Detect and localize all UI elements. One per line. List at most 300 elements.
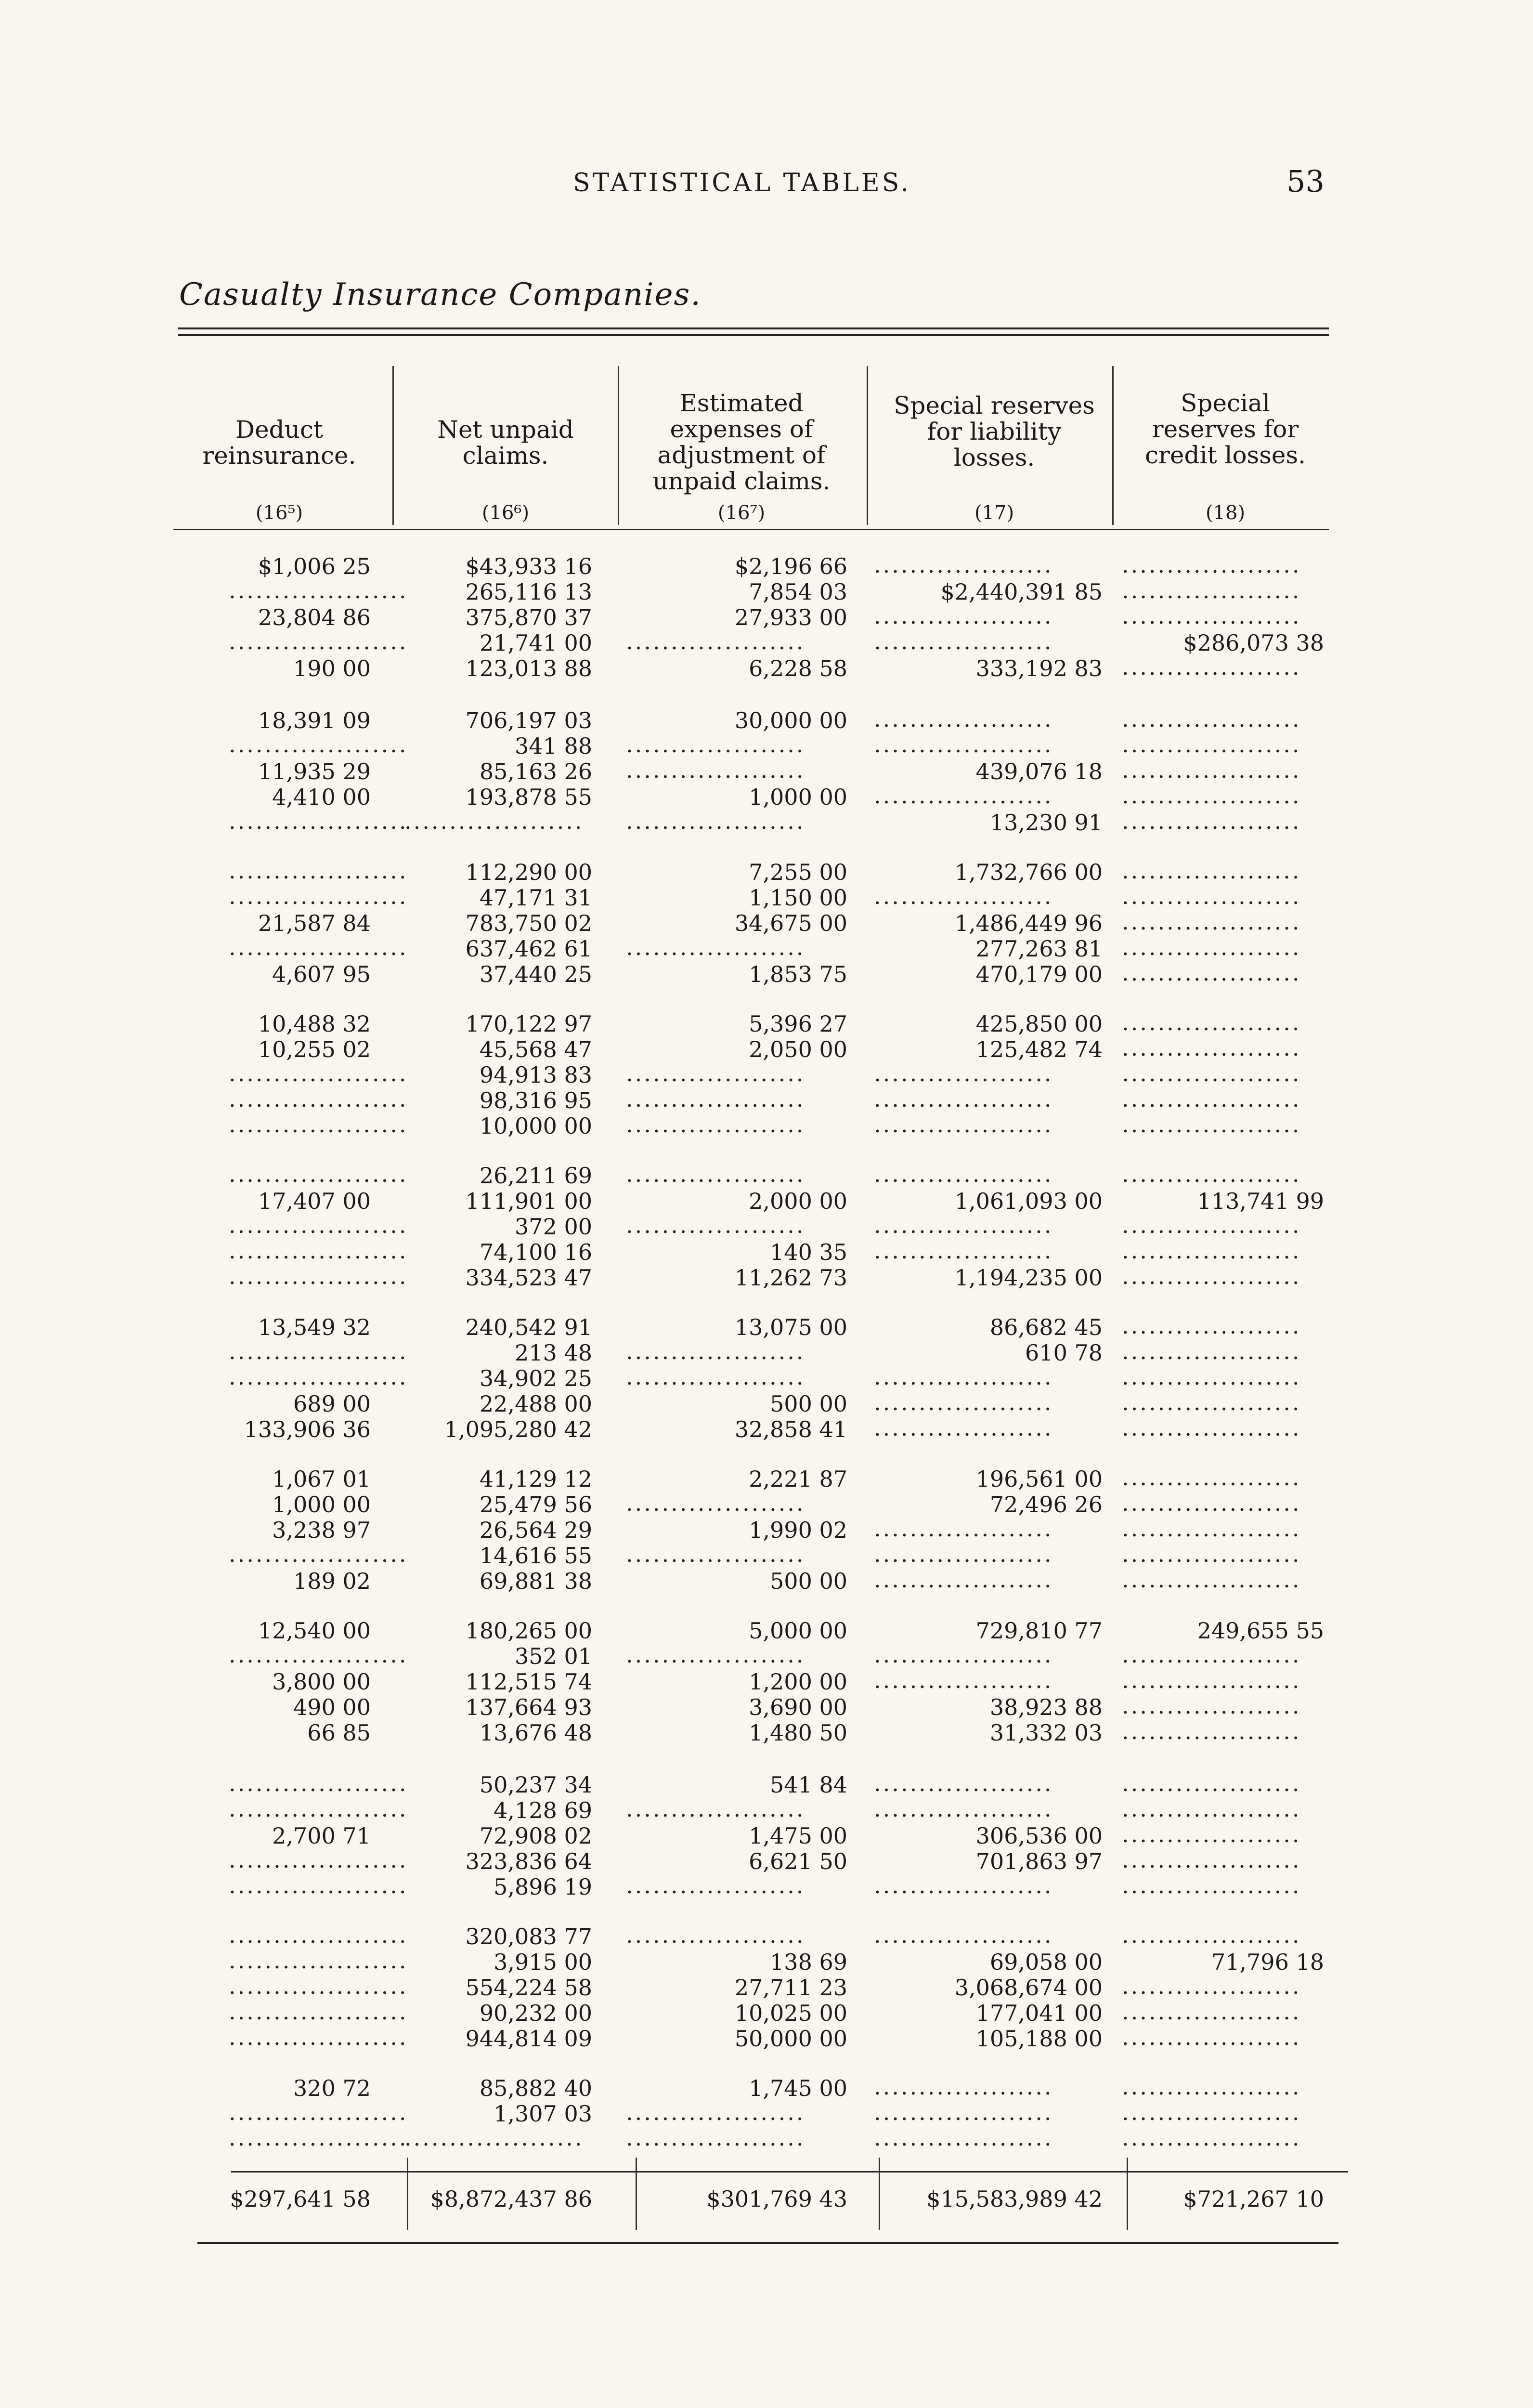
table-row — [0, 1163, 1533, 1189]
estimated-expenses-cell: 5,000 00 — [749, 1618, 847, 1644]
table-row — [0, 1417, 1533, 1442]
estimated-expenses-dot-leader: .................... — [626, 1642, 805, 1668]
deduct-reinsurance-cell: 23,804 86 — [258, 604, 371, 630]
special-reserves-liability-cell: 177,041 00 — [975, 2000, 1103, 2026]
special-reserves-liability-cell: 439,076 18 — [975, 759, 1103, 785]
special-reserves-credit-dot-leader: .................... — [1122, 1770, 1301, 1796]
net-unpaid-claims-cell: 375,870 37 — [465, 604, 592, 630]
estimated-expenses-dot-leader: .................... — [626, 1112, 805, 1138]
special-reserves-liability-cell: 729,810 77 — [975, 1618, 1103, 1644]
table-row — [0, 1618, 1533, 1644]
row-group — [0, 2076, 1533, 2152]
table-row — [0, 1214, 1533, 1240]
special-reserves-credit-dot-leader: .................... — [1122, 1060, 1301, 1086]
table-row — [0, 1950, 1533, 1975]
special-reserves-credit-dot-leader: .................... — [1122, 1009, 1301, 1035]
special-reserves-credit-dot-leader: .................... — [1122, 552, 1301, 578]
table-row — [0, 1975, 1533, 2001]
estimated-expenses-dot-leader: .................... — [626, 2099, 805, 2125]
deduct-reinsurance-dot-leader: .................... — [229, 2099, 408, 2125]
table-row — [0, 1669, 1533, 1695]
table-row — [0, 1518, 1533, 1543]
special-reserves-credit-cell: 249,655 55 — [1197, 1618, 1324, 1644]
table-row — [0, 1720, 1533, 1746]
deduct-reinsurance-dot-leader: .................... — [229, 1238, 408, 1264]
estimated-expenses-cell: 500 00 — [770, 1568, 847, 1594]
table-row — [0, 911, 1533, 936]
special-reserves-liability-cell: 69,058 00 — [989, 1949, 1103, 1975]
special-reserves-liability-dot-leader: .................... — [874, 1389, 1053, 1415]
estimated-expenses-cell: 5,396 27 — [749, 1011, 847, 1037]
deduct-reinsurance-dot-leader: .................... — [229, 1212, 408, 1238]
deduct-reinsurance-dot-leader: .................... — [229, 1999, 408, 2025]
special-reserves-credit-dot-leader: .................... — [1122, 909, 1301, 935]
special-reserves-credit-dot-leader: .................... — [1122, 1973, 1301, 1999]
deduct-reinsurance-dot-leader: .................... — [229, 732, 408, 758]
deduct-reinsurance-dot-leader: .................... — [229, 1973, 408, 1999]
special-reserves-liability-dot-leader: .................... — [874, 706, 1053, 732]
deduct-reinsurance-cell: 21,587 84 — [258, 910, 371, 936]
special-reserves-credit-dot-leader: .................... — [1122, 1642, 1301, 1668]
net-unpaid-claims-cell: 112,290 00 — [465, 859, 592, 885]
estimated-expenses-cell: 1,480 50 — [749, 1720, 847, 1746]
estimated-expenses-cell: 30,000 00 — [734, 707, 847, 733]
deduct-reinsurance-cell: 1,067 01 — [272, 1466, 371, 1492]
net-unpaid-claims-cell: 1,307 03 — [494, 2101, 592, 2127]
estimated-expenses-cell: 1,000 00 — [749, 784, 847, 810]
net-unpaid-claims-cell: 45,568 47 — [479, 1036, 592, 1062]
table-row — [0, 1466, 1533, 1492]
special-reserves-credit-dot-leader: .................... — [1122, 1313, 1301, 1339]
estimated-expenses-cell: 50,000 00 — [734, 2026, 847, 2052]
deduct-reinsurance-cell: 689 00 — [293, 1391, 371, 1417]
deduct-reinsurance-dot-leader: .................... — [229, 1642, 408, 1668]
net-unpaid-claims-cell: 193,878 55 — [465, 784, 592, 810]
estimated-expenses-dot-leader: .................... — [626, 1086, 805, 1112]
column-header-3 — [619, 366, 864, 530]
table-row — [0, 1543, 1533, 1569]
deduct-reinsurance-cell: 66 85 — [307, 1720, 371, 1746]
table-row — [0, 1492, 1533, 1518]
deduct-reinsurance-dot-leader: .................... — [229, 1948, 408, 1974]
net-unpaid-claims-cell: 21,741 00 — [479, 630, 592, 656]
special-reserves-credit-dot-leader: .................... — [1122, 934, 1301, 960]
estimated-expenses-cell: 2,221 87 — [749, 1466, 847, 1492]
table-row — [0, 1037, 1533, 1062]
estimated-expenses-dot-leader: .................... — [626, 1161, 805, 1187]
row-group — [0, 1772, 1533, 1900]
deduct-reinsurance-cell: 3,800 00 — [272, 1669, 371, 1695]
special-reserves-credit-cell: 71,796 18 — [1211, 1949, 1324, 1975]
deduct-reinsurance-dot-leader: .................... — [229, 1872, 408, 1898]
special-reserves-liability-dot-leader: .................... — [874, 1060, 1053, 1086]
special-reserves-liability-cell: 333,192 83 — [975, 655, 1103, 681]
deduct-reinsurance-cell: 190 00 — [293, 655, 371, 681]
special-reserves-liability-dot-leader: .................... — [874, 1516, 1053, 1542]
net-unpaid-claims-cell: 13,676 48 — [479, 1720, 592, 1746]
table-row — [0, 1569, 1533, 1594]
special-reserves-liability-dot-leader: .................... — [874, 1770, 1053, 1796]
net-unpaid-claims-dot-leader: .................... — [404, 808, 584, 834]
net-unpaid-claims-cell: 213 48 — [515, 1340, 592, 1366]
deduct-reinsurance-dot-leader: .................... — [229, 2024, 408, 2050]
special-reserves-credit-dot-leader: .................... — [1122, 1667, 1301, 1693]
column-header-5 — [1115, 366, 1336, 530]
special-reserves-credit-cell: $286,073 38 — [1183, 630, 1324, 656]
deduct-reinsurance-dot-leader: .................... — [229, 577, 408, 603]
special-reserves-credit-dot-leader: .................... — [1122, 783, 1301, 809]
deduct-reinsurance-dot-leader: .................... — [229, 1161, 408, 1187]
table-row — [0, 1798, 1533, 1823]
special-reserves-liability-dot-leader: .................... — [874, 1212, 1053, 1238]
estimated-expenses-dot-leader: .................... — [626, 2125, 805, 2151]
special-reserves-liability-dot-leader: .................... — [874, 1567, 1053, 1593]
table-row — [0, 1924, 1533, 1950]
estimated-expenses-dot-leader: .................... — [626, 1212, 805, 1238]
estimated-expenses-cell: 138 69 — [770, 1949, 847, 1975]
estimated-expenses-cell: $2,196 66 — [734, 553, 847, 579]
page-header — [0, 164, 1533, 207]
table-row — [0, 708, 1533, 733]
special-reserves-credit-dot-leader: .................... — [1122, 1338, 1301, 1364]
deduct-reinsurance-dot-leader: .................... — [229, 1770, 408, 1796]
special-reserves-credit-dot-leader: .................... — [1122, 1847, 1301, 1873]
special-reserves-credit-dot-leader: .................... — [1122, 1161, 1301, 1187]
net-unpaid-claims-cell: 10,000 00 — [479, 1113, 592, 1139]
net-unpaid-claims-cell: 50,237 34 — [479, 1772, 592, 1798]
estimated-expenses-cell: 1,200 00 — [749, 1669, 847, 1695]
row-group — [0, 1163, 1533, 1291]
deduct-reinsurance-dot-leader: .................... — [229, 858, 408, 884]
table-row — [0, 630, 1533, 656]
net-unpaid-claims-cell: 240,542 91 — [465, 1314, 592, 1340]
top-double-rule-1 — [178, 327, 1329, 329]
net-unpaid-claims-cell: 34,902 25 — [479, 1365, 592, 1391]
special-reserves-credit-dot-leader: .................... — [1122, 2125, 1301, 2151]
column-divider-3 — [867, 366, 868, 525]
table-row — [0, 656, 1533, 681]
column-number: (16⁶) — [481, 502, 530, 524]
table-row — [0, 1062, 1533, 1088]
table-row — [0, 1366, 1533, 1391]
row-group — [0, 1011, 1533, 1139]
special-reserves-credit-dot-leader: .................... — [1122, 1999, 1301, 2025]
net-unpaid-claims-cell: 25,479 56 — [479, 1492, 592, 1518]
table-row — [0, 554, 1533, 579]
estimated-expenses-cell: 500 00 — [770, 1391, 847, 1417]
deduct-reinsurance-cell: 12,540 00 — [258, 1618, 371, 1644]
deduct-reinsurance-dot-leader: .................... — [229, 1263, 408, 1289]
table-row — [0, 605, 1533, 630]
bottom-rule — [197, 2242, 1338, 2244]
special-reserves-credit-cell: 113,741 99 — [1197, 1188, 1324, 1214]
table-row — [0, 885, 1533, 911]
deduct-reinsurance-dot-leader: .................... — [229, 883, 408, 909]
special-reserves-liability-dot-leader: .................... — [874, 1872, 1053, 1898]
net-unpaid-claims-cell: 783,750 02 — [465, 910, 592, 936]
net-unpaid-claims-cell: 26,211 69 — [479, 1163, 592, 1189]
deduct-reinsurance-dot-leader: .................... — [229, 1364, 408, 1390]
estimated-expenses-cell: 34,675 00 — [734, 910, 847, 936]
special-reserves-liability-cell: 72,496 26 — [989, 1492, 1103, 1518]
net-unpaid-claims-cell: 1,095,280 42 — [444, 1416, 592, 1442]
net-unpaid-claims-cell: $43,933 16 — [465, 553, 592, 579]
special-reserves-credit-dot-leader: .................... — [1122, 732, 1301, 758]
estimated-expenses-cell: 7,854 03 — [749, 579, 847, 605]
special-reserves-liability-dot-leader: .................... — [874, 2074, 1053, 2100]
special-reserves-liability-cell: 105,188 00 — [975, 2026, 1103, 2052]
table-row — [0, 579, 1533, 605]
row-group — [0, 708, 1533, 836]
deduct-reinsurance-dot-leader: .................... — [229, 1922, 408, 1948]
special-reserves-liability-dot-leader: .................... — [874, 883, 1053, 909]
table-row — [0, 2076, 1533, 2101]
net-unpaid-claims-cell: 5,896 19 — [494, 1874, 592, 1900]
estimated-expenses-dot-leader: .................... — [626, 732, 805, 758]
estimated-expenses-dot-leader: .................... — [626, 1541, 805, 1567]
special-reserves-liability-dot-leader: .................... — [874, 1541, 1053, 1567]
estimated-expenses-dot-leader: .................... — [626, 1364, 805, 1390]
net-unpaid-claims-cell: 323,836 64 — [465, 1848, 592, 1874]
net-unpaid-claims-cell: 74,100 16 — [479, 1239, 592, 1265]
net-unpaid-claims-cell: 98,316 95 — [479, 1087, 592, 1113]
special-reserves-credit-dot-leader: .................... — [1122, 603, 1301, 629]
estimated-expenses-dot-leader: .................... — [626, 757, 805, 783]
net-unpaid-claims-cell: 94,913 83 — [479, 1062, 592, 1088]
column-label: Estimated expenses of adjustment of unpaid claims. — [652, 389, 831, 495]
special-reserves-liability-dot-leader: .................... — [874, 628, 1053, 654]
deduct-reinsurance-dot-leader: .................... — [229, 1338, 408, 1364]
table-row — [0, 1772, 1533, 1798]
deduct-reinsurance-dot-leader: .................... — [229, 934, 408, 960]
net-unpaid-claims-cell: 341 88 — [515, 733, 592, 759]
table-row — [0, 2001, 1533, 2026]
special-reserves-credit-dot-leader: .................... — [1122, 1086, 1301, 1112]
estimated-expenses-dot-leader: .................... — [626, 628, 805, 654]
net-unpaid-claims-cell: 37,440 25 — [479, 961, 592, 987]
special-reserves-credit-dot-leader: .................... — [1122, 1516, 1301, 1542]
table-row — [0, 1823, 1533, 1849]
table-row — [0, 1849, 1533, 1874]
table-row — [0, 1265, 1533, 1291]
special-reserves-liability-dot-leader: .................... — [874, 2125, 1053, 2151]
table-row — [0, 1240, 1533, 1265]
page-number: 53 — [1286, 164, 1325, 199]
deduct-reinsurance-dot-leader: .................... — [229, 1796, 408, 1822]
estimated-expenses-cell: 1,853 75 — [749, 961, 847, 987]
estimated-expenses-cell: 1,475 00 — [749, 1823, 847, 1849]
special-reserves-credit-dot-leader: .................... — [1122, 1718, 1301, 1744]
net-unpaid-claims-cell: 706,197 03 — [465, 707, 592, 733]
deduct-reinsurance-cell: 17,407 00 — [258, 1188, 371, 1214]
special-reserves-liability-cell: $2,440,391 85 — [940, 579, 1103, 605]
estimated-expenses-cell: 6,621 50 — [749, 1848, 847, 1874]
estimated-expenses-dot-leader: .................... — [626, 1338, 805, 1364]
special-reserves-credit-dot-leader: .................... — [1122, 1465, 1301, 1491]
deduct-reinsurance-cell: 133,906 36 — [244, 1416, 371, 1442]
estimated-expenses-cell: 140 35 — [770, 1239, 847, 1265]
net-unpaid-claims-cell: 90,232 00 — [479, 2000, 592, 2026]
special-reserves-credit-dot-leader: .................... — [1122, 1389, 1301, 1415]
net-unpaid-claims-cell: 637,462 61 — [465, 936, 592, 962]
special-reserves-liability-cell: 425,850 00 — [975, 1011, 1103, 1037]
special-reserves-liability-cell: 1,732,766 00 — [954, 859, 1103, 885]
special-reserves-credit-dot-leader: .................... — [1122, 1035, 1301, 1061]
special-reserves-credit-dot-leader: .................... — [1122, 1872, 1301, 1898]
special-reserves-credit-dot-leader: .................... — [1122, 858, 1301, 884]
special-reserves-credit-dot-leader: .................... — [1122, 1693, 1301, 1719]
table-row — [0, 936, 1533, 962]
deduct-reinsurance-cell: 320 72 — [293, 2075, 371, 2101]
estimated-expenses-dot-leader: .................... — [626, 1796, 805, 1822]
special-reserves-liability-dot-leader: .................... — [874, 2099, 1053, 2125]
column-label: Special reserves for credit losses. — [1144, 389, 1306, 469]
estimated-expenses-cell: 2,050 00 — [749, 1036, 847, 1062]
special-reserves-liability-cell: 470,179 00 — [975, 961, 1103, 987]
special-reserves-liability-cell: 86,682 45 — [989, 1314, 1103, 1340]
row-group — [0, 1315, 1533, 1442]
total-special-reserves-credit: $721,267 10 — [1183, 2186, 1324, 2212]
special-reserves-liability-dot-leader: .................... — [874, 1161, 1053, 1187]
special-reserves-credit-dot-leader: .................... — [1122, 1541, 1301, 1567]
deduct-reinsurance-cell: 4,607 95 — [272, 961, 371, 987]
estimated-expenses-cell: 27,711 23 — [734, 1975, 847, 2001]
totals-top-rule — [231, 2171, 1348, 2172]
total-deduct-reinsurance: $297,641 58 — [230, 2186, 371, 2212]
estimated-expenses-cell: 11,262 73 — [734, 1265, 847, 1291]
column-label: Special reserves for liability losses. — [894, 392, 1095, 471]
deduct-reinsurance-cell: 2,700 71 — [272, 1823, 371, 1849]
row-group — [0, 860, 1533, 987]
special-reserves-credit-dot-leader: .................... — [1122, 1364, 1301, 1390]
deduct-reinsurance-cell: 11,935 29 — [258, 759, 371, 785]
special-reserves-liability-dot-leader: .................... — [874, 1086, 1053, 1112]
estimated-expenses-cell: 1,990 02 — [749, 1517, 847, 1543]
column-header-4 — [874, 366, 1115, 530]
estimated-expenses-cell: 27,933 00 — [734, 604, 847, 630]
special-reserves-credit-dot-leader: .................... — [1122, 1212, 1301, 1238]
special-reserves-liability-dot-leader: .................... — [874, 783, 1053, 809]
special-reserves-liability-dot-leader: .................... — [874, 1112, 1053, 1138]
special-reserves-liability-dot-leader: .................... — [874, 603, 1053, 629]
deduct-reinsurance-cell: 3,238 97 — [272, 1517, 371, 1543]
special-reserves-credit-dot-leader: .................... — [1122, 2024, 1301, 2050]
estimated-expenses-dot-leader: .................... — [626, 1060, 805, 1086]
table-row — [0, 1113, 1533, 1139]
net-unpaid-claims-cell: 111,901 00 — [465, 1188, 592, 1214]
column-number: (16⁷) — [717, 502, 766, 524]
special-reserves-credit-dot-leader: .................... — [1122, 757, 1301, 783]
special-reserves-liability-dot-leader: .................... — [874, 552, 1053, 578]
deduct-reinsurance-dot-leader: .................... — [229, 2125, 408, 2151]
net-unpaid-claims-cell: 22,488 00 — [479, 1391, 592, 1417]
net-unpaid-claims-cell: 320,083 77 — [465, 1924, 592, 1950]
estimated-expenses-cell: 2,000 00 — [749, 1188, 847, 1214]
table-row — [0, 810, 1533, 836]
table-row — [0, 733, 1533, 759]
deduct-reinsurance-dot-leader: .................... — [229, 808, 408, 834]
special-reserves-liability-cell: 31,332 03 — [989, 1720, 1103, 1746]
column-divider-4 — [1112, 366, 1114, 525]
estimated-expenses-cell: 1,745 00 — [749, 2075, 847, 2101]
special-reserves-liability-cell: 13,230 91 — [989, 810, 1103, 836]
estimated-expenses-cell: 7,255 00 — [749, 859, 847, 885]
special-reserves-liability-dot-leader: .................... — [874, 1364, 1053, 1390]
net-unpaid-claims-cell: 69,881 38 — [479, 1568, 592, 1594]
net-unpaid-claims-cell: 944,814 09 — [465, 2026, 592, 2052]
estimated-expenses-dot-leader: .................... — [626, 808, 805, 834]
special-reserves-liability-dot-leader: .................... — [874, 1642, 1053, 1668]
deduct-reinsurance-cell: 18,391 09 — [258, 707, 371, 733]
net-unpaid-claims-cell: 72,908 02 — [479, 1823, 592, 1849]
totals-row — [0, 2177, 1533, 2220]
net-unpaid-claims-cell: 123,013 88 — [465, 655, 592, 681]
special-reserves-liability-cell: 277,263 81 — [975, 936, 1103, 962]
special-reserves-liability-cell: 1,486,449 96 — [954, 910, 1103, 936]
special-reserves-liability-cell: 701,863 97 — [975, 1848, 1103, 1874]
estimated-expenses-cell: 6,228 58 — [749, 655, 847, 681]
table-row — [0, 759, 1533, 785]
column-divider-2 — [618, 366, 619, 525]
net-unpaid-claims-cell: 334,523 47 — [465, 1265, 592, 1291]
running-title: STATISTICAL TABLES. — [573, 169, 911, 197]
special-reserves-liability-cell: 3,068,674 00 — [954, 1975, 1103, 2001]
special-reserves-credit-dot-leader: .................... — [1122, 1238, 1301, 1264]
special-reserves-credit-dot-leader: .................... — [1122, 706, 1301, 732]
special-reserves-credit-dot-leader: .................... — [1122, 1796, 1301, 1822]
table-row — [0, 2127, 1533, 2152]
table-row — [0, 2026, 1533, 2052]
net-unpaid-claims-cell: 352 01 — [515, 1643, 592, 1669]
deduct-reinsurance-cell: 13,549 32 — [258, 1314, 371, 1340]
row-group — [0, 554, 1533, 681]
deduct-reinsurance-cell: 189 02 — [293, 1568, 371, 1594]
column-label: Net unpaid claims. — [437, 416, 574, 470]
special-reserves-credit-dot-leader: .................... — [1122, 577, 1301, 603]
special-reserves-liability-dot-leader: .................... — [874, 1667, 1053, 1693]
special-reserves-credit-dot-leader: .................... — [1122, 1821, 1301, 1847]
net-unpaid-claims-cell: 3,915 00 — [494, 1949, 592, 1975]
deduct-reinsurance-dot-leader: .................... — [229, 1847, 408, 1873]
row-group — [0, 1466, 1533, 1594]
column-label: Deduct reinsurance. — [202, 416, 356, 470]
table-row — [0, 1874, 1533, 1900]
deduct-reinsurance-dot-leader: .................... — [229, 1086, 408, 1112]
special-reserves-liability-cell: 196,561 00 — [975, 1466, 1103, 1492]
net-unpaid-claims-cell: 170,122 97 — [465, 1011, 592, 1037]
column-divider-1 — [392, 366, 394, 525]
special-reserves-liability-cell: 38,923 88 — [989, 1694, 1103, 1720]
estimated-expenses-cell: 10,025 00 — [734, 2000, 847, 2026]
special-reserves-liability-dot-leader: .................... — [874, 1238, 1053, 1264]
column-number: (16⁵) — [255, 502, 303, 524]
net-unpaid-claims-cell: 85,163 26 — [479, 759, 592, 785]
deduct-reinsurance-dot-leader: .................... — [229, 1112, 408, 1138]
header-bottom-rule — [173, 529, 1329, 530]
special-reserves-liability-dot-leader: .................... — [874, 1796, 1053, 1822]
net-unpaid-claims-cell: 372 00 — [515, 1214, 592, 1240]
column-number: (17) — [974, 502, 1014, 524]
net-unpaid-claims-dot-leader: .................... — [404, 2125, 584, 2151]
table-row — [0, 1644, 1533, 1669]
special-reserves-liability-dot-leader: .................... — [874, 1415, 1053, 1441]
special-reserves-credit-dot-leader: .................... — [1122, 1567, 1301, 1593]
special-reserves-credit-dot-leader: .................... — [1122, 1922, 1301, 1948]
special-reserves-liability-dot-leader: .................... — [874, 732, 1053, 758]
estimated-expenses-cell: 32,858 41 — [734, 1416, 847, 1442]
table-row — [0, 1695, 1533, 1720]
estimated-expenses-cell: 1,150 00 — [749, 885, 847, 911]
